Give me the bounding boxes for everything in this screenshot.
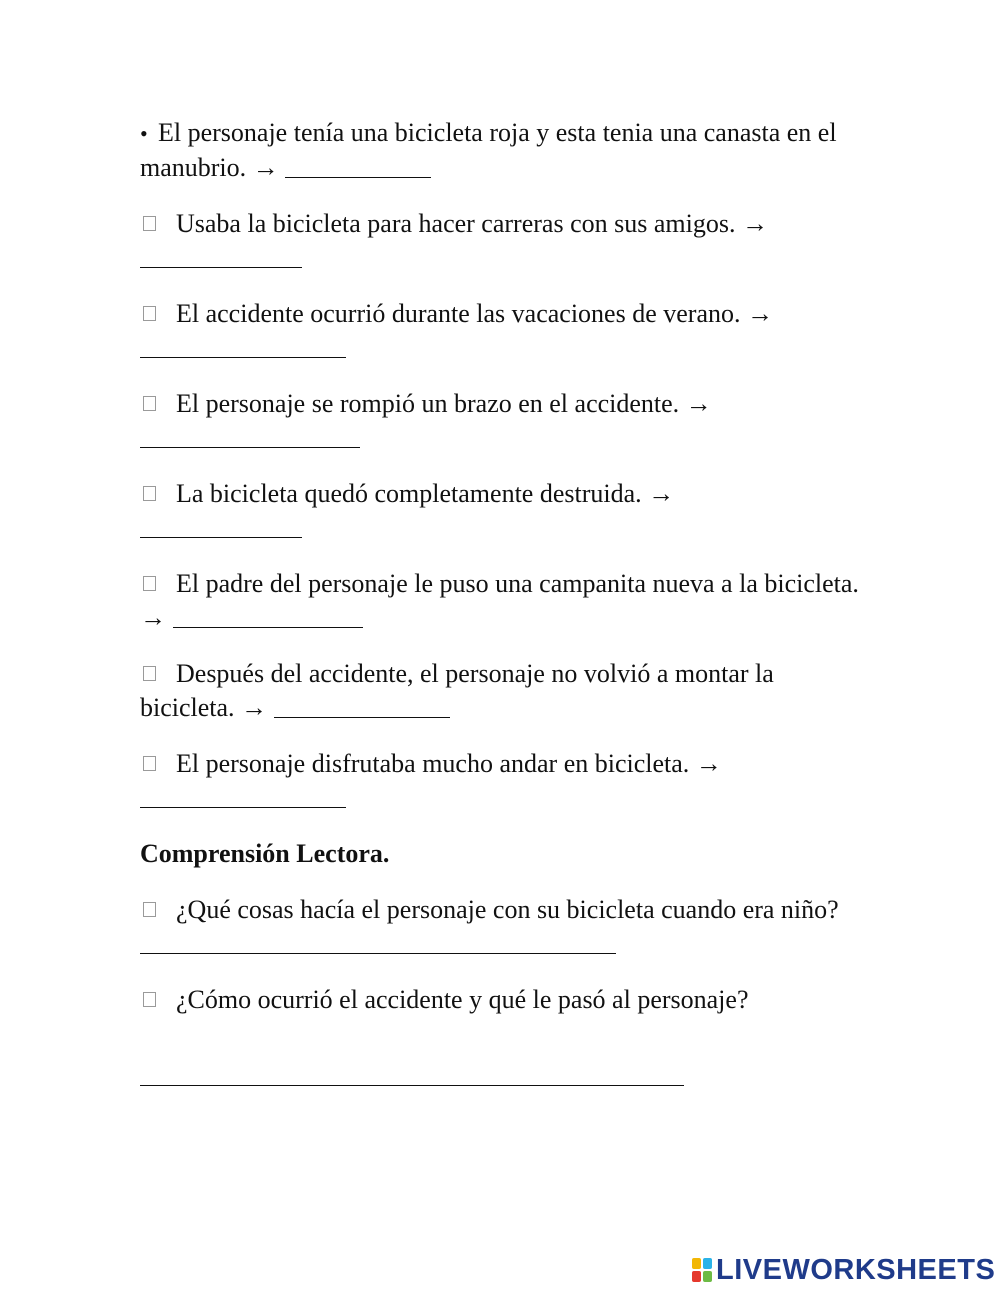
checkbox-icon [143, 306, 156, 321]
bullet-icon: • [140, 121, 148, 146]
answer-blank-2[interactable] [140, 243, 302, 268]
answer-blank-6[interactable] [173, 603, 363, 628]
question-1 [140, 893, 860, 961]
answer-blank-7[interactable] [274, 693, 450, 718]
checkbox-icon [143, 576, 156, 591]
answer-blank-question-1[interactable] [140, 929, 616, 954]
answer-blank-5[interactable] [140, 513, 302, 538]
question-2-text: ¿Cómo ocurrió el accidente y qué le pasó al personaje? [176, 985, 749, 1014]
statement-2-text: Usaba la bicicleta para hacer carreras con sus amigos. → [176, 209, 768, 238]
statement-4-text: El personaje se rompió un brazo en el accidente. → [176, 389, 712, 418]
answer-blank-1[interactable] [285, 153, 431, 178]
answer-blank-4[interactable] [140, 423, 360, 448]
checkbox-icon [143, 666, 156, 681]
statement-5-text: La bicicleta quedó completamente destruida. → [176, 479, 675, 508]
checkbox-icon [143, 992, 156, 1007]
checkbox-icon [143, 756, 156, 771]
answer-blank-question-2[interactable] [140, 1061, 684, 1086]
worksheet-page [140, 116, 860, 1108]
statement-5 [140, 477, 860, 545]
statement-7 [140, 657, 860, 725]
statement-8 [140, 747, 860, 815]
statement-3 [140, 297, 860, 365]
statement-1 [140, 116, 860, 185]
statement-6 [140, 567, 860, 635]
question-1-text: ¿Qué cosas hacía el personaje con su bicicleta cuando era niño? [176, 895, 839, 924]
statement-4 [140, 387, 860, 455]
checkbox-icon [143, 216, 156, 231]
liveworksheets-logo [692, 1254, 995, 1286]
checkbox-icon [143, 486, 156, 501]
statement-8-text: El personaje disfrutaba mucho andar en bicicleta. → [176, 749, 722, 778]
statement-6-text: El padre del personaje le puso una campanita nueva a la bicicleta. → [140, 569, 859, 632]
statement-2 [140, 207, 860, 275]
statement-1-text: El personaje tenía una bicicleta roja y esta tenia una canasta en el manubrio. → [140, 118, 837, 182]
statement-3-text: El accidente ocurrió durante las vacaciones de verano. → [176, 299, 773, 328]
checkbox-icon [143, 902, 156, 917]
answer-blank-8[interactable] [140, 783, 346, 808]
logo-mark-icon [692, 1258, 712, 1282]
logo-text: LIVEWORKSHEETS [716, 1253, 996, 1286]
answer-blank-3[interactable] [140, 333, 346, 358]
question-2 [140, 983, 860, 1086]
statement-7-text: Después del accidente, el personaje no volvió a montar la bicicleta. → [140, 659, 774, 722]
section-heading: Comprensión Lectora. [140, 839, 390, 868]
checkbox-icon [143, 396, 156, 411]
